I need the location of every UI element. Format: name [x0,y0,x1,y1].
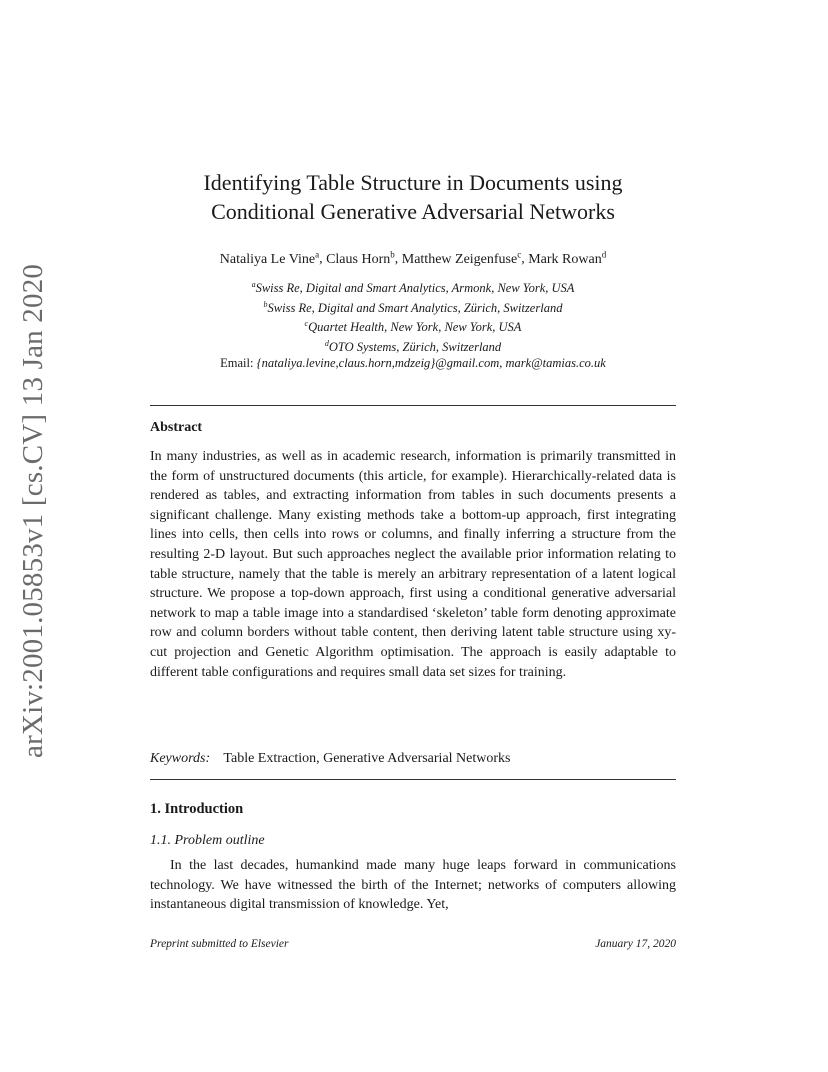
email-label: Email: [220,356,254,371]
keywords-label: Keywords: [150,751,211,766]
keywords-line [150,749,676,768]
affiliation: $^c$Quartet Health, New York, New York, USA [304,319,522,335]
email-line [150,355,676,371]
affiliation: $^d$OTO Systems, Zürich, Switzerland [324,338,502,354]
author: Matthew Zeigenfuse$^c$ [401,249,522,267]
author-list: Nataliya Le Vine$^a$, Claus Horn$^b$, Matthew Zeigenfuse$^c$, Mark Rowan$^d$ [219,249,607,267]
affiliation-list [150,277,676,372]
affiliation: $^b$Swiss Re, Digital and Smart Analytics, Zürich, Switzerland [263,299,563,315]
affiliation: $^a$Swiss Re, Digital and Smart Analytics, Armonk, New York, USA [251,280,575,296]
author: Mark Rowan$^d$ [528,249,607,267]
abstract-heading: Abstract [150,420,203,435]
keywords-value: Table Extraction, Generative Adversarial Networks [223,751,511,766]
title-line-2: Conditional Generative Adversarial Networks [211,199,615,224]
subsection-heading: 1.1. Problem outline [150,833,265,848]
footer-date: January 17, 2020 [595,938,676,950]
abstract-top-rule [150,405,676,406]
intro-paragraph: In the last decades, humankind made many huge leaps forward in communications technology. We have witnessed the birth of the Internet; networks of computers allowing instantaneous digital transmission of knowledge. Yet, [150,858,676,913]
abstract-bottom-rule [150,779,676,780]
section-heading: 1. Introduction [150,801,244,817]
title-line-1: Identifying Table Structure in Documents using [203,170,623,195]
email-addresses[interactable]: {nataliya.levine,claus.horn,mdzeig}@gmail.com, mark@tamias.co.uk [256,356,606,371]
footer-preprint-note: Preprint submitted to Elsevier [150,938,289,950]
paper-title [150,168,676,226]
author: Nataliya Le Vine$^a$ [219,249,320,267]
author: Claus Horn$^b$ [326,249,395,267]
arxiv-side-stamp: arXiv:2001.05853v1 [cs.CV] 13 Jan 2020 [17,263,49,758]
abstract-text: In many industries, as well as in academic research, information is primarily transmitted in the form of unstructured documents (this article, for example). Hierarchically-related data is rendered as tables, and extracting information from tables in such documents presents a significant challenge. Many existing methods take a bottom-up approach, first integrating lines into cells, then cells into rows or columns, and finally inferring a structure from the resulting 2-D layout. But such approaches neglect the available prior information relating to table structure, namely that the table is merely an arbitrary representation of a latent logical structure. We propose a top-down approach, first using a conditional generative adversarial network to map a table image into a standardised ‘skeleton’ table form denoting approximate row and column borders without table content, then deriving latent table structure using xy-cut projection and Genetic Algorithm optimisation. The approach is easily adaptable to different table configurations and requires small data set sizes for training. [150,449,676,680]
